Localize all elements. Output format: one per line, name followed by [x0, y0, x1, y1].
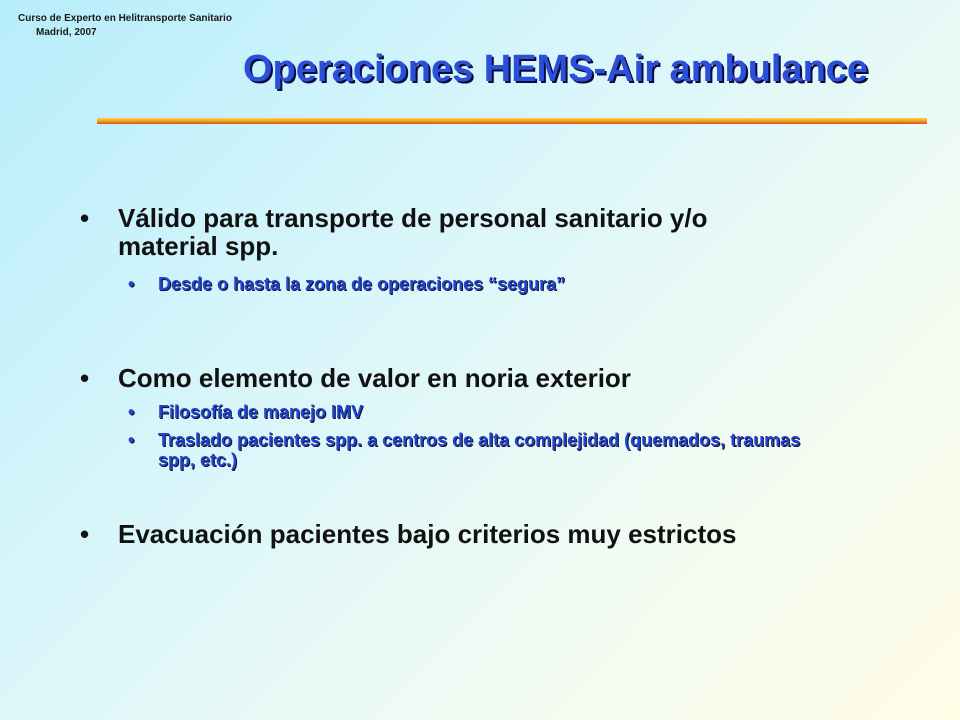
bullet-1-sub-1: [128, 274, 828, 294]
bullet-1-sub-1-text: Desde o hasta la zona de operaciones “segura”: [158, 274, 566, 294]
bullet-3-text: Evacuación pacientes bajo criterios muy estrictos: [118, 519, 737, 549]
bullet-2-sub-2: [128, 430, 828, 470]
bullet-dot: •: [80, 363, 90, 393]
course-location-date: Madrid, 2007: [36, 27, 97, 38]
bullet-2-sub-1-text: Filosofía de manejo IMV: [158, 402, 364, 422]
sub-bullet-dot: •: [128, 430, 135, 450]
bullet-dot: •: [80, 203, 90, 233]
course-name: Curso de Experto en Helitransporte Sanitario: [18, 13, 232, 24]
sub-bullet-dot: •: [128, 402, 135, 422]
bullet-2: [80, 364, 840, 392]
bullet-1-text: Válido para transporte de personal sanitario y/o material spp.: [118, 203, 708, 261]
course-header: [18, 12, 232, 40]
bullet-2-sub-2-text: Traslado pacientes spp. a centros de alta complejidad (quemados, traumas spp, etc.): [158, 430, 801, 470]
bullet-2-sub-1: [128, 402, 828, 422]
bullet-3: [80, 520, 800, 548]
bullet-2-text: Como elemento de valor en noria exterior: [118, 363, 631, 393]
slide-title: Operaciones HEMS-Air ambulance: [243, 48, 869, 90]
bullet-1: [80, 204, 810, 260]
bullet-dot: •: [80, 519, 90, 549]
sub-bullet-dot: •: [128, 274, 135, 294]
title-underline: [97, 118, 927, 124]
